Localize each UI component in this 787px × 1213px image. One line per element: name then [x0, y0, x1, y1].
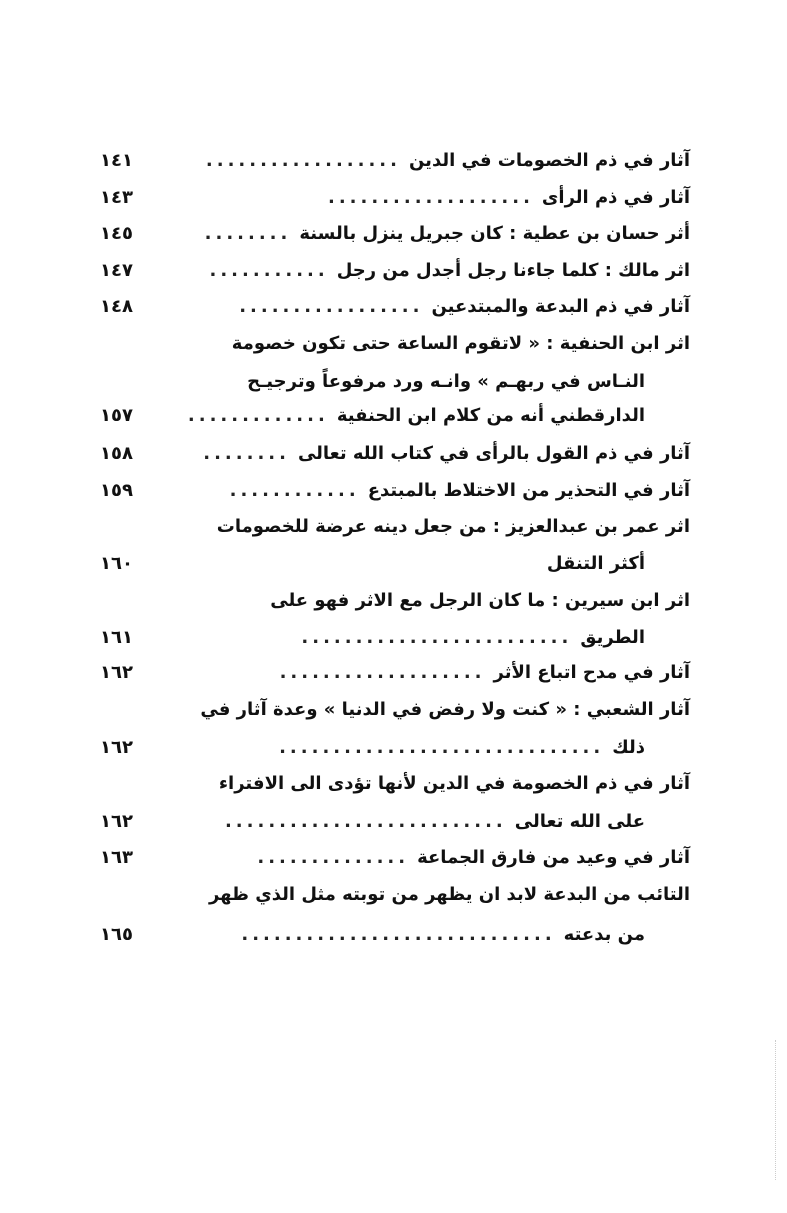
page-number: ١٦٠ — [100, 552, 133, 574]
entry-title: اثر عمر بن عبدالعزيز : من جعل دينه عرضة للخصومات — [216, 515, 690, 537]
leader-dots: ................... — [328, 186, 534, 208]
toc-entry — [100, 473, 690, 507]
page-number: ١٦١ — [100, 626, 133, 648]
toc-entry — [100, 509, 690, 543]
page-number: ١٤٣ — [100, 186, 133, 208]
page-number: ١٤٥ — [100, 222, 133, 244]
entry-title: التائب من البدعة لابد ان يظهر من توبته مثل الذي ظهر — [208, 883, 690, 905]
entry-title: من بدعته — [563, 923, 645, 945]
entry-title: آثار في ذم القول بالرأى في كتاب الله تعالى — [297, 442, 690, 464]
entry-title: الدارقطني أنه من كلام ابن الحنفية — [336, 404, 645, 426]
toc-entry — [100, 692, 690, 726]
page-number: ١٦٢ — [100, 661, 133, 683]
toc-entry — [100, 398, 690, 432]
entry-title: النـاس في ربهـم » وانـه ورد مرفوعاً وترجيـح — [247, 370, 645, 392]
entry-title: اثر ابن سيرين : ما كان الرجل مع الاثر فهو على — [270, 589, 690, 611]
leader-dots: ............................. — [241, 923, 556, 945]
toc-entry — [100, 655, 690, 689]
toc-entry — [100, 216, 690, 250]
page-number: ١٦٥ — [100, 923, 133, 945]
page-number: ١٦٢ — [100, 736, 133, 758]
page-number: ١٥٩ — [100, 479, 133, 501]
toc-entry — [100, 326, 690, 360]
entry-title: آثار في وعيد من فارق الجماعة — [417, 846, 690, 868]
entry-title: آثار في مدح اتباع الأثر — [493, 661, 690, 683]
page-number: ١٥٨ — [100, 442, 133, 464]
entry-title: آثار في ذم الخصومة في الدين لأنها تؤدى الى الافتراء — [218, 772, 690, 794]
toc-entry — [100, 364, 690, 398]
entry-title: على الله تعالى — [514, 810, 645, 832]
toc-entry — [100, 804, 690, 838]
entry-title: آثار في ذم الرأى — [541, 186, 690, 208]
toc-entry — [100, 436, 690, 470]
toc-entry — [100, 143, 690, 177]
leader-dots: .............................. — [279, 736, 605, 758]
toc-entry — [100, 917, 690, 951]
entry-title: آثار الشعبي : « كنت ولا رفض في الدنيا » وعدة آثار في — [200, 698, 690, 720]
toc-entry — [100, 180, 690, 214]
leader-dots: .................. — [205, 149, 401, 171]
entry-title: ذلك — [612, 736, 645, 758]
entry-title: أثر حسان بن عطية : كان جبريل ينزل بالسنة — [299, 222, 690, 244]
scan-edge-mark — [775, 1040, 777, 1180]
entry-title: آثار في ذم الخصومات في الدين — [408, 149, 690, 171]
leader-dots: .......................... — [224, 810, 507, 832]
toc-entry — [100, 546, 690, 580]
leader-dots: .............. — [257, 846, 410, 868]
toc-entry — [100, 766, 690, 800]
toc-entry — [100, 730, 690, 764]
page-number: ١٤٨ — [100, 295, 133, 317]
entry-title: أكثر التنقل — [546, 552, 645, 574]
leader-dots: ........ — [203, 442, 290, 464]
page-number: ١٤٧ — [100, 259, 133, 281]
toc-entry — [100, 840, 690, 874]
entry-title: اثر مالك : كلما جاءنا رجل أجدل من رجل — [336, 259, 690, 281]
leader-dots: ......................... — [301, 626, 573, 648]
toc-entry — [100, 253, 690, 287]
entry-title: الطريق — [580, 626, 645, 648]
page-number: ١٤١ — [100, 149, 133, 171]
leader-dots: ................. — [239, 295, 424, 317]
toc-entry — [100, 877, 690, 911]
toc-entry — [100, 583, 690, 617]
leader-dots: ........ — [204, 222, 292, 244]
entry-title: آثار في التحذير من الاختلاط بالمبتدع — [367, 479, 690, 501]
leader-dots: ........... — [209, 259, 329, 281]
entry-title: اثر ابن الحنفية : « لاتقوم الساعة حتى تكون خصومة — [231, 332, 690, 354]
entry-title: آثار في ذم البدعة والمبتدعين — [431, 295, 690, 317]
page-number: ١٦٣ — [100, 846, 133, 868]
toc-entry — [100, 289, 690, 323]
page-number: ١٥٧ — [100, 404, 133, 426]
leader-dots: ............ — [229, 479, 360, 501]
page-number: ١٦٢ — [100, 810, 133, 832]
leader-dots: ................... — [279, 661, 486, 683]
toc-entry — [100, 620, 690, 654]
leader-dots: ............. — [187, 404, 329, 426]
